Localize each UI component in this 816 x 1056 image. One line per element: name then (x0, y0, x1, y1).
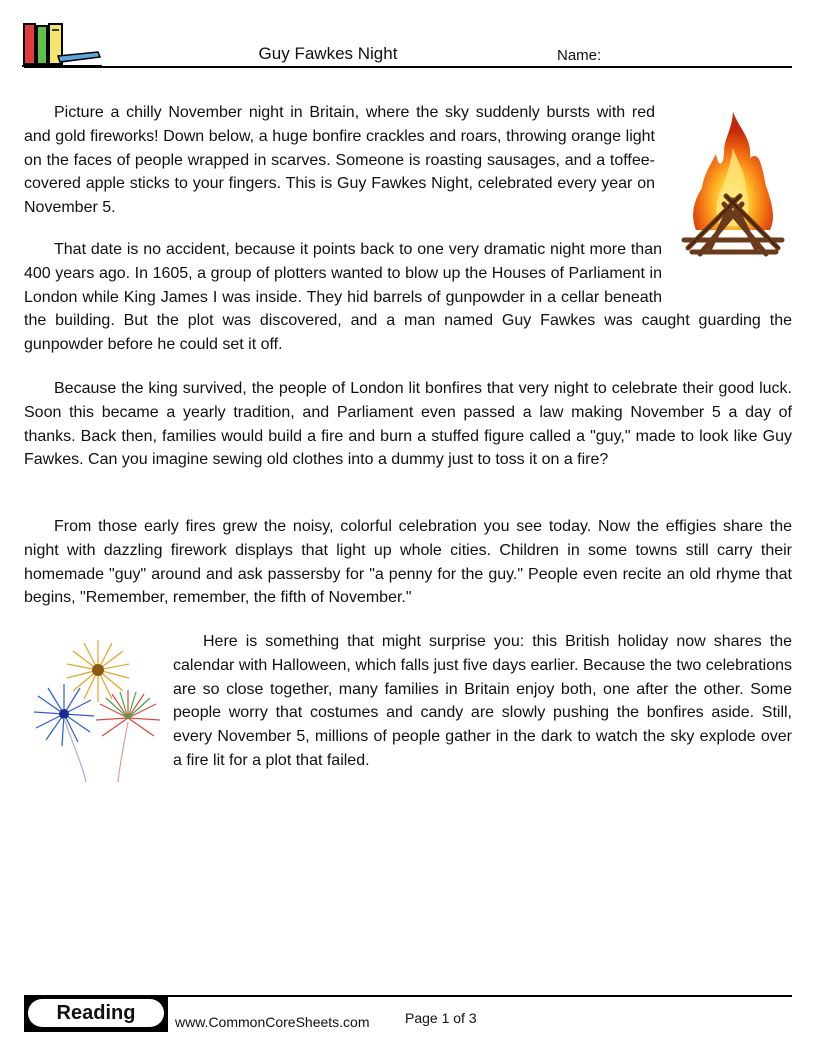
paragraph-5: Here is something that might surprise you: this British holiday now shares the calendar with Halloween, which falls just five days earlier. Because the two celebrations are so close together, many families in Britain enjoy both, one after the other. Some people worry that costumes and candy are slowly pushing the bonfires aside. Still, every November 5, millions of people gather in the dark to watch the sky explode over a fire lit for a plot that failed. (173, 633, 792, 769)
page-title: Guy Fawkes Night (258, 44, 398, 63)
fireworks-icon (30, 638, 168, 784)
page-number: Page 1 of 3 (405, 1010, 477, 1026)
books-icon (22, 22, 102, 68)
reading-badge (24, 996, 168, 1032)
name-label: Name: (557, 47, 602, 64)
footer-site: www.CommonCoreSheets.com (175, 1014, 370, 1030)
bonfire-icon (680, 108, 786, 258)
paragraph-4: From those early fires grew the noisy, colorful celebration you see today. Now the effigies share the night with dazzling firework displays that light up whole cities. Children in some towns still carry their homemade "guy" around and ask passersby for "a penny for the guy." People even recite an old rhyme that begins, "Remember, remember, the fifth of November." (24, 518, 792, 607)
reading-badge-label: Reading (28, 999, 164, 1027)
paragraph-1: Picture a chilly November night in Britain, where the sky suddenly bursts with red and gold fireworks! Down below, a huge bonfire crackles and roars, throwing orange light on the faces of people wrapped in scarves. Someone is roasting sausages, and a toffee-covered apple sticks to your fingers. This is Guy Fawkes Night, celebrated every year on November 5. (24, 104, 655, 217)
paragraph-3: Because the king survived, the people of London lit bonfires that very night to celebrate their good luck. Soon this became a yearly tradition, and Parliament even passed a law making November 5 a day of thanks. Back then, families would build a fire and burn a stuffed figure called a "guy," made to look like Guy Fawkes. Can you imagine sewing old clothes into a dummy just to toss it on a fire? (24, 380, 792, 469)
header-divider (24, 66, 792, 68)
paragraph-2 (24, 238, 792, 357)
paragraph-2-text: That date is no accident, because it points back to one very dramatic night more than 400 years ago. In 1605, a group of plotters wanted to blow up the Houses of Parliament in London while King James I was inside. They hid barrels of gunpowder in a cellar beneath the building. But the plot was discovered, and a man named Guy Fawkes was caught guarding the gunpowder before he could set it off. (24, 241, 792, 354)
